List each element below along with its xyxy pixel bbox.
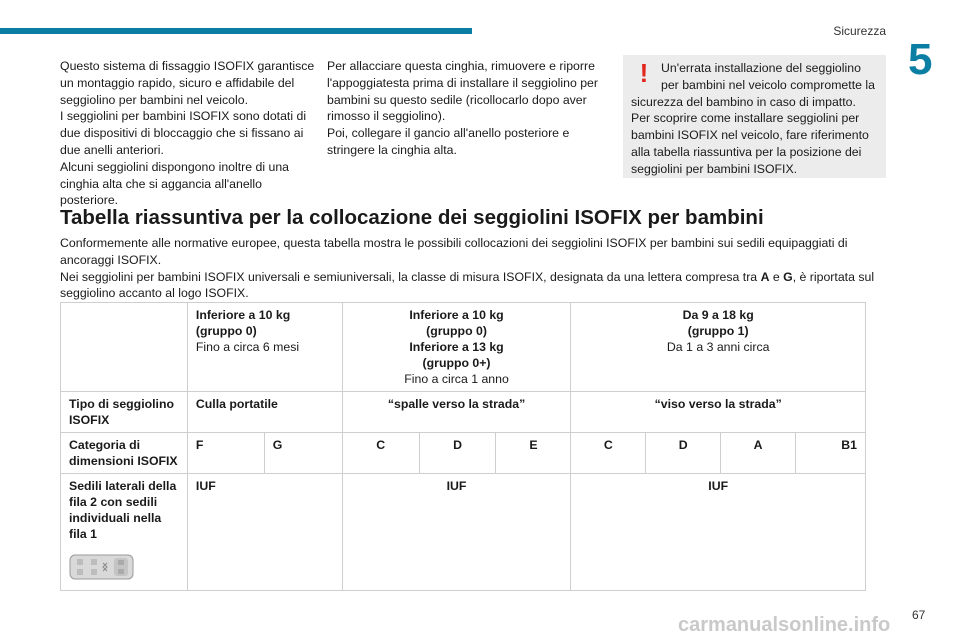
table-cell: D xyxy=(419,433,496,474)
table-cell: D xyxy=(646,433,721,474)
paragraph: I seggiolini per bambini ISOFIX sono dotati di due dispositivi di bloccaggio che si fissano ai due anelli anteriori. xyxy=(60,109,307,157)
group-age: Da 1 a 3 anni circa xyxy=(666,340,770,354)
table-cell: IUF xyxy=(571,474,866,591)
row-label: Sedili laterali della fila 2 con sedili individuali nella fila 1 xyxy=(69,479,177,541)
section-color-bar xyxy=(0,28,472,34)
table-cell: G xyxy=(264,433,342,474)
section-title: Tabella riassuntiva per la collocazione dei seggiolini ISOFIX per bambini xyxy=(60,206,764,229)
group-name: (gruppo 0+) xyxy=(422,356,491,370)
row-label: Categoria di dimensioni ISOFIX xyxy=(61,433,188,474)
table-row xyxy=(61,474,866,591)
table-row xyxy=(61,433,866,474)
table-cell: C xyxy=(342,433,419,474)
table-cell: C xyxy=(571,433,646,474)
group-0-header xyxy=(187,303,342,392)
intro-paragraph-1: Conformemente alle normative europee, questa tabella mostra le possibili collocazioni dei seggiolini ISOFIX per bambini sui sedili equipaggiati di ancoraggi ISOFIX. xyxy=(60,236,848,267)
warning-text-2: Per scoprire come installare seggiolini per bambini ISOFIX nel veicolo, fare riferimento alla tabella riassuntiva per la posizione dei seggiolini per bambini ISOFIX. xyxy=(631,111,869,176)
table-cell: “viso verso la strada” xyxy=(571,392,866,433)
paragraph: Per allacciare questa cinghia, rimuovere e riporre l'appoggiatesta prima di installare il seggiolino per bambini su questo sedile (ricollocarlo dopo aver rimosso il seggiolino). xyxy=(327,59,598,124)
table-cell: A xyxy=(721,433,796,474)
table-cell: “spalle verso la strada” xyxy=(342,392,571,433)
table-row xyxy=(61,392,866,433)
group-age: Fino a circa 6 mesi xyxy=(195,340,300,354)
intro-text-part: , è riportata sul seggiolino accanto al logo ISOFIX. xyxy=(60,269,875,301)
column-2 xyxy=(327,58,602,159)
row-label: Tipo di seggiolino ISOFIX xyxy=(61,392,188,433)
intro-text-part: Nei seggiolini per bambini ISOFIX universali e semiuniversali, la classe di misura ISOFIX, designata da una lettera compresa tra xyxy=(60,269,761,284)
paragraph: Questo sistema di fissaggio ISOFIX garantisce un montaggio rapido, sicuro e affidabile del seggiolino per bambini nel veicolo. xyxy=(60,59,315,107)
section-name: Sicurezza xyxy=(833,24,886,38)
intro-paragraph-2 xyxy=(60,269,880,303)
warning-text-1: Un'errata installazione del seggiolino per bambini nel veicolo compromette la sicurezza del bambino in caso di impatto. xyxy=(631,61,875,109)
chapter-number: 5 xyxy=(908,35,933,84)
size-letter-a: A xyxy=(760,269,770,284)
group-1-header xyxy=(571,303,866,392)
group-name: (gruppo 0) xyxy=(195,324,257,338)
group-weight: Inferiore a 10 kg xyxy=(409,308,504,322)
intro-text xyxy=(60,235,880,302)
paragraph: Alcuni seggiolini dispongono inoltre di una cinghia alta che si aggancia all'anello posteriore. xyxy=(60,159,290,208)
group-name: (gruppo 1) xyxy=(687,324,749,338)
table-cell: E xyxy=(496,433,571,474)
vehicle-topview-icon xyxy=(69,552,135,582)
watermark: carmanualsonline.info xyxy=(678,614,891,636)
table-corner-cell xyxy=(61,303,188,392)
group-age: Fino a circa 1 anno xyxy=(404,372,509,386)
table-cell: Culla portatile xyxy=(187,392,342,433)
group-weight: Inferiore a 10 kg xyxy=(195,308,291,322)
group-0plus-header xyxy=(342,303,571,392)
exclamation-icon: ! xyxy=(639,58,649,88)
paragraph: Poi, collegare il gancio all'anello posteriore e stringere la cinghia alta. xyxy=(327,126,570,157)
table-cell: B1 xyxy=(796,433,866,474)
seat-label-cell xyxy=(61,474,188,591)
column-1 xyxy=(60,58,322,209)
table-cell: F xyxy=(187,433,264,474)
isofix-table xyxy=(60,302,866,591)
table-cell: IUF xyxy=(187,474,342,591)
table-header-row xyxy=(61,303,866,392)
size-letter-g: G xyxy=(783,269,793,284)
page-number: 67 xyxy=(912,608,926,622)
warning-box xyxy=(623,55,886,178)
group-weight: Inferiore a 13 kg xyxy=(409,340,504,354)
table-cell: IUF xyxy=(342,474,571,591)
group-weight: Da 9 a 18 kg xyxy=(682,308,754,322)
intro-text-part: e xyxy=(769,269,784,284)
group-name: (gruppo 0) xyxy=(426,324,487,338)
